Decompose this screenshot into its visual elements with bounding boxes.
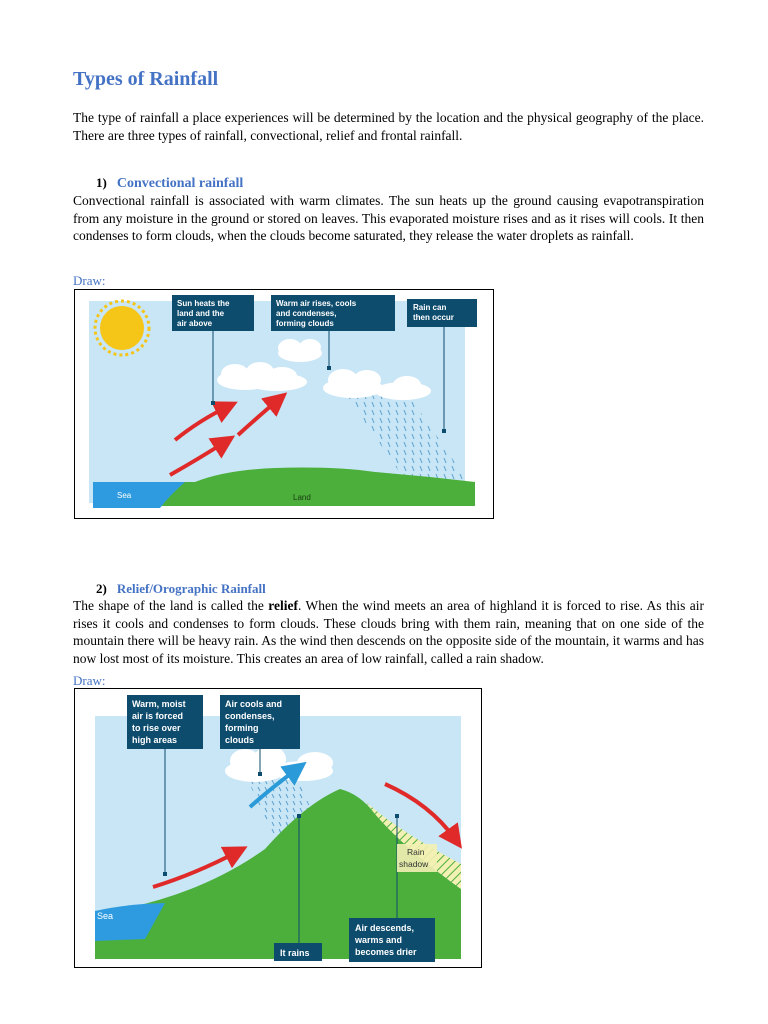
- label-warm-air-rises: [271, 295, 395, 331]
- label-cools-line: clouds: [225, 735, 255, 745]
- section1-draw-label: Draw:: [73, 273, 106, 288]
- section2-number: 2): [96, 581, 107, 596]
- label-warm-line: to rise over: [132, 723, 181, 733]
- rain-shadow-line: Rain: [407, 847, 425, 857]
- label-sun-line: air above: [177, 319, 213, 328]
- intro-paragraph: The type of rainfall a place experiences will be determined by the location and the physical geography of the place. There are three types of rainfall, convectional, relief and frontal rainfall.: [73, 110, 704, 143]
- label-warm-line: Warm air rises, cools: [276, 299, 357, 308]
- label-descends-line: Air descends,: [355, 923, 415, 933]
- sea-label: Sea: [117, 491, 132, 500]
- label-warm-moist-air: [127, 695, 203, 749]
- label-cools-line: condenses,: [225, 711, 275, 721]
- label-warm-line: high areas: [132, 735, 178, 745]
- label-descends-line: becomes drier: [355, 947, 417, 957]
- section1-number: 1): [96, 175, 107, 190]
- rain-shadow-line: shadow: [399, 859, 429, 869]
- label-rain-line: Rain can: [413, 303, 447, 312]
- label-descends-line: warms and: [355, 935, 403, 945]
- section2-title: Relief/Orographic Rainfall: [116, 581, 266, 596]
- label-rain-line: then occur: [413, 313, 454, 322]
- section1-heading: [96, 174, 243, 192]
- label-sun-line: land and the: [177, 309, 225, 318]
- label-warm-line: forming clouds: [276, 319, 334, 328]
- label-warm-line: and condenses,: [276, 309, 337, 318]
- sea-label: Sea: [97, 911, 114, 921]
- relief-diagram: [74, 688, 482, 968]
- section2-draw-label: Draw:: [73, 673, 106, 688]
- label-it-rains: [274, 943, 322, 961]
- section2-body-rest: . When the wind meets an area of highland it is forced to rise. As this air rises it cools and condenses to form clouds. These clouds bring with them rain, meaning that on one side of the mountain there will be heavy rain. As the wind then descends on the opposite side of the mountain, it warms and has now lost most of its moisture. This creates an area of low rainfall, called a rain shadow.: [73, 598, 704, 666]
- page-title: Types of Rainfall: [73, 68, 219, 90]
- land-label: Land: [293, 493, 311, 502]
- label-rains-text: It rains: [280, 948, 310, 958]
- label-sun-line: Sun heats the: [177, 299, 230, 308]
- convectional-diagram: [74, 289, 494, 519]
- section1-title: Convectional rainfall: [116, 176, 244, 191]
- label-warm-line: air is forced: [132, 711, 184, 721]
- label-warm-line: Warm, moist: [132, 699, 186, 709]
- label-rain-can-occur: [407, 299, 477, 327]
- section2-heading: [96, 580, 266, 598]
- label-air-descends: [349, 918, 435, 962]
- label-cools-line: Air cools and: [225, 699, 283, 709]
- label-sun-heats: [172, 295, 254, 331]
- label-rain-shadow: [397, 844, 437, 872]
- relief-term: relief: [268, 598, 298, 613]
- label-cools-line: forming: [225, 723, 259, 733]
- label-air-cools: [220, 695, 300, 749]
- section2-body: [73, 597, 704, 667]
- section2-body-start: The shape of the land is called the: [73, 598, 269, 613]
- section1-body: Convectional rainfall is associated with warm climates. The sun heats up the ground causing evapotranspiration from any moisture in the ground or stored on leaves. This evaporated moisture rises and as it rises will cools. It then condenses to form clouds, when the clouds become saturated, they release the water droplets as rainfall.: [73, 193, 704, 243]
